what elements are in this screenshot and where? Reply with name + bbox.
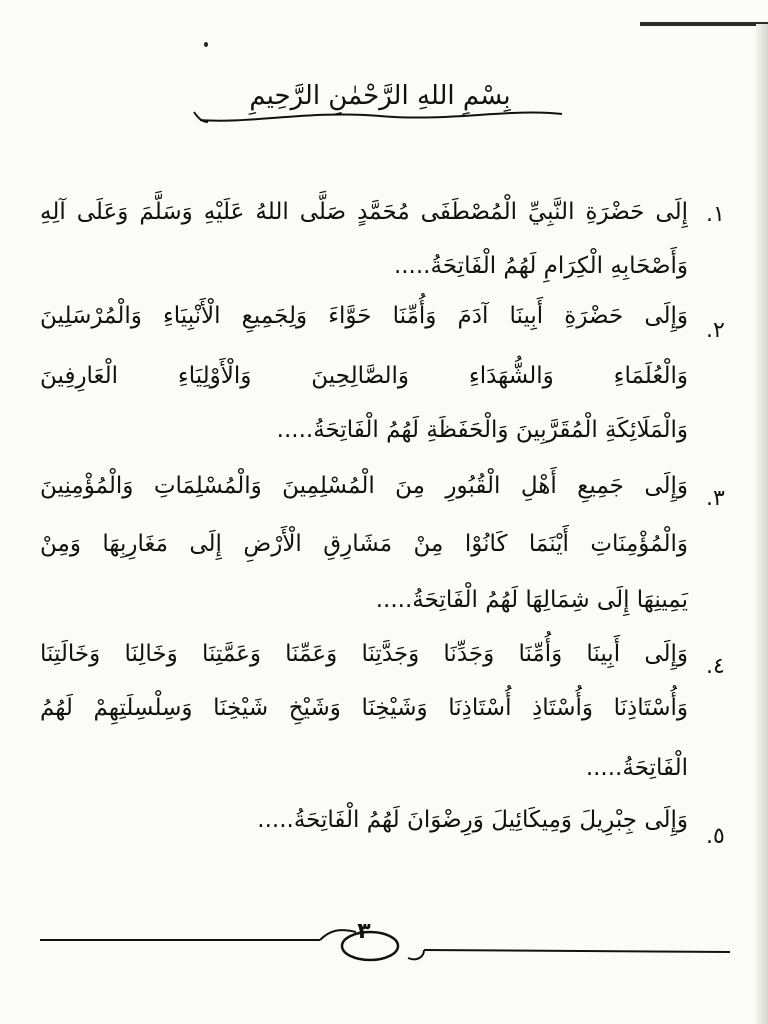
item-line: وَإِلَى جَمِيعِ أَهْلِ الْقُبُورِ مِنَ الْمُسْلِمِينَ وَالْمُسْلِمَاتِ وَالْمُؤْمِنِينَ: [40, 473, 688, 499]
item-number: ٢.: [706, 318, 725, 343]
item-number: ٥.: [706, 824, 725, 849]
page-number: ٣: [357, 919, 371, 944]
item-line: وَالْمَلَائِكَةِ الْمُقَرَّبِينَ وَالْحَفَظَةِ لَهُمُ الْفَاتِحَةُ.....: [276, 417, 688, 443]
item-line: وَالْعُلَمَاءِ وَالشُّهَدَاءِ وَالصَّالِحِينَ وَالْأَوْلِيَاءِ الْعَارِفِينَ: [40, 363, 688, 389]
item-number: ٤.: [706, 654, 725, 679]
item-line: الْفَاتِحَةُ.....: [585, 755, 688, 781]
basmala-text: بِسْمِ اللهِ الرَّحْمٰنِ الرَّحِيمِ: [249, 81, 511, 111]
item-line: وَأُسْتَاذِنَا وَأُسْتَاذِ أُسْتَاذِنَا وَشَيْخِنَا وَشَيْخِ شَيْخِنَا وَسِلْسِلَتِهِمْ لَهُمُ: [40, 695, 688, 721]
item-number: ٣.: [706, 486, 725, 511]
item-number: ١.: [706, 202, 725, 227]
item-line: وَالْمُؤْمِنَاتِ أَيْنَمَا كَانُوْا مِنْ مَشَارِقِ الْأَرْضِ إِلَى مَغَارِبِهَا وَمِنْ: [40, 531, 688, 557]
item-line: وَإِلَى أَبِينَا وَأُمِّنَا وَجَدِّنَا وَجَدَّتِنَا وَعَمِّنَا وَعَمَّتِنَا وَخَالِنَا وَخَالَتِنَا: [40, 641, 688, 667]
item-line: إِلَى حَضْرَةِ النَّبِيِّ الْمُصْطَفَى مُحَمَّدٍ صَلَّى اللهُ عَلَيْهِ وَسَلَّمَ وَعَلَى آلِهِ: [40, 199, 688, 225]
item-line: وَإِلَى جِبْرِيلَ وَمِيكَائِيلَ وَرِضْوَانَ لَهُمُ الْفَاتِحَةُ.....: [257, 807, 688, 833]
item-line: وَإِلَى حَضْرَةِ أَبِينَا آدَمَ وَأُمِّنَا حَوَّاءَ وَلِجَمِيعِ الْأَنْبِيَاءِ وَالْمُرْسَلِينَ: [40, 303, 688, 329]
item-line: يَمِينِهَا إِلَى شِمَالِهَا لَهُمُ الْفَاتِحَةُ.....: [375, 587, 688, 613]
item-line: وَأَصْحَابِهِ الْكِرَامِ لَهُمُ الْفَاتِحَةُ.....: [393, 253, 688, 279]
